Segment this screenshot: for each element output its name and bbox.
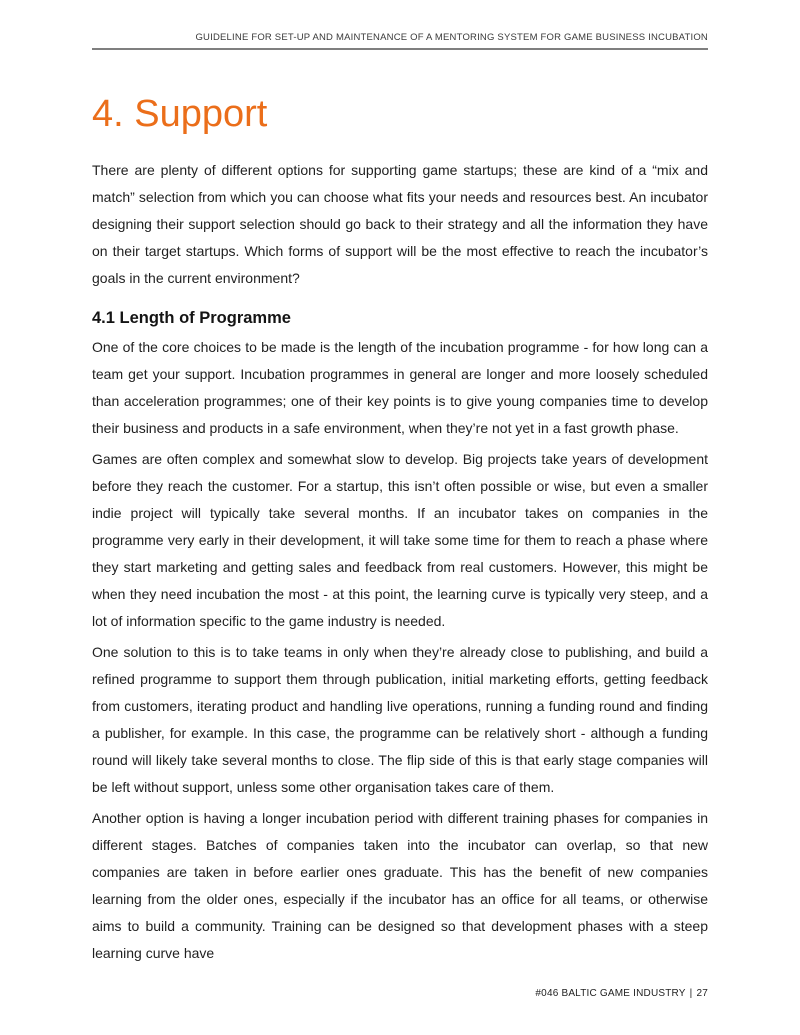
section-paragraph-4: Another option is having a longer incubation period with different training phases for companies in different stages. Batches of companies taken into the incubator can overlap, so that new companies are taken in before earlier ones graduate. This has the benefit of new companies learning from the older ones, especially if the incubator has an office for all teams, or otherwise aims to build a community. Training can be designed so that development phases with a steep learning curve have: [92, 809, 708, 961]
footer-separator: |: [689, 988, 693, 999]
page-header: [92, 0, 708, 50]
chapter-title: 4. Support: [92, 93, 268, 135]
section-paragraph-2: Games are often complex and somewhat slow to develop. Big projects take years of development before they reach the customer. For a startup, this isn’t often possible or wise, but even a smaller indie project will typically take several months. If an incubator takes on companies in the programme very early in their development, it will take some time for them to reach a phase where they start marketing and getting sales and feedback from real customers. However, this might be when they need incubation the most - at this point, the learning curve is typically very steep, and a lot of information specific to the game industry is needed.: [92, 450, 708, 629]
section-paragraph-3: One solution to this is to take teams in only when they’re already close to publishing, and build a refined programme to support them through publication, initial marketing efforts, getting feedback from customers, iterating product and handling live operations, running a funding round and finding a publisher, for example. In this case, the programme can be relatively short - although a funding round will likely take several months to close. The flip side of this is that early stage companies will be left without support, unless some other organisation takes care of them.: [92, 643, 708, 795]
running-header-text: GUIDELINE FOR SET-UP AND MAINTENANCE OF A MENTORING SYSTEM FOR GAME BUSINESS INCUBATION: [195, 32, 708, 43]
page-footer: [535, 988, 708, 999]
section-heading: 4.1 Length of Programme: [92, 308, 291, 327]
footer-label: #046 BALTIC GAME INDUSTRY: [535, 988, 686, 999]
page-number: 27: [696, 988, 708, 999]
intro-paragraph: There are plenty of different options for supporting game startups; these are kind of a “mix and match” selection from which you can choose what fits your needs and resources best. An incubator designing their support selection should go back to their strategy and all the information they have on their target startups. Which forms of support will be the most effective to reach the incubator’s goals in the current environment?: [92, 161, 708, 286]
section-paragraph-1: One of the core choices to be made is the length of the incubation programme - for how long can a team get your support. Incubation programmes in general are longer and more loosely scheduled than acceleration programmes; one of their key points is to give young companies time to develop their business and products in a safe environment, when they’re not yet in a fast growth phase.: [92, 338, 708, 436]
